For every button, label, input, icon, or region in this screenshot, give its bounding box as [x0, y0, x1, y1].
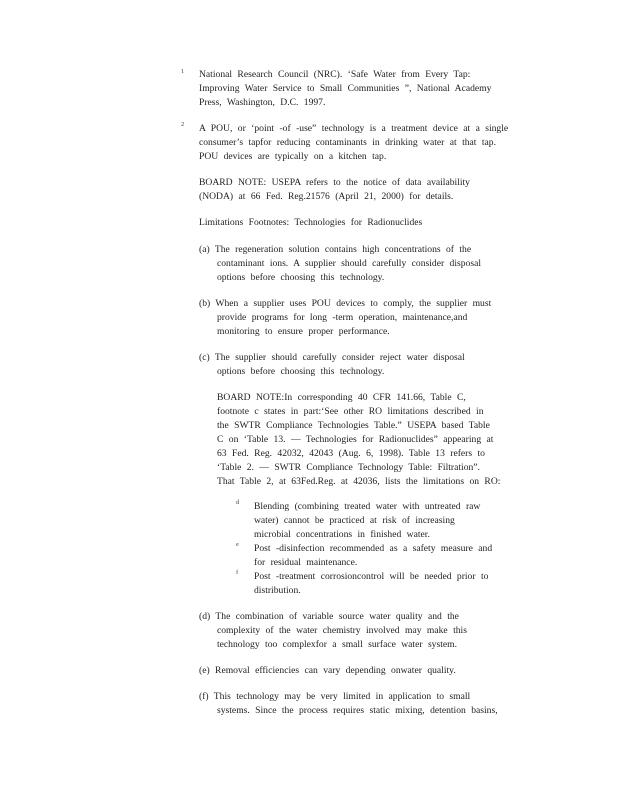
board-note-2-line: BOARD NOTE:In corresponding 40 CFR 141.66, Table C, [217, 392, 466, 403]
item-c-line: options before choosing this technology. [217, 366, 385, 377]
item-f-line: (f) This technology may be very limited in application to small [199, 691, 471, 702]
sub-note-f-line: Post -treatment corrosioncontrol will be needed prior to [254, 571, 489, 582]
item-b-line: monitoring to ensure proper performance. [217, 326, 390, 337]
footnote-1-line: National Research Council (NRC). ‘Safe Water from Every Tap: [199, 69, 471, 80]
sub-note-d-line: microbial concentrations in finished water. [254, 529, 430, 540]
sub-note-d-line: Blending (combining treated water with untreated raw [254, 501, 481, 512]
item-a-line: (a) The regeneration solution contains high concentrations of the [199, 244, 472, 255]
footnote-marker-2: 2 [181, 121, 185, 128]
item-c-line: (c) The supplier should carefully consider reject water disposal [199, 352, 465, 363]
item-e-line: (e) Removal efficiencies can vary depending onwater quality. [199, 665, 456, 676]
board-note-2-line: That Table 2, at 63Fed.Reg. at 42036, lists the limitations on RO: [217, 476, 501, 487]
board-note-2-line: C on ‘Table 13. — Technologies for Radionuclides” appearing at [217, 434, 494, 445]
footnote-2-line: A POU, or ‘point -of -use” technology is a treatment device at a single [199, 123, 509, 134]
item-d-line: technology too complexfor a small surface water system. [217, 639, 457, 650]
board-note-2-line: ‘Table 2. — SWTR Compliance Technology Table: Filtration”. [217, 462, 480, 473]
footnote-2-line: consumer’s tapfor reducing contaminants in drinking water at that tap. [199, 137, 496, 148]
board-note-line: BOARD NOTE: USEPA refers to the notice of data availability [199, 177, 470, 188]
footnote-2-line: POU devices are typically on a kitchen tap. [199, 151, 387, 162]
sub-note-d-line: water) cannot be practiced at risk of increasing [254, 515, 455, 526]
sub-note-e-line: for residual maintenance. [254, 557, 358, 568]
board-note-2-line: 63 Fed. Reg. 42032, 42043 (Aug. 6, 1998). Table 13 refers to [217, 448, 485, 459]
item-a-line: options before choosing this technology. [217, 272, 385, 283]
sub-note-f-line: distribution. [254, 585, 301, 596]
item-a-line: contaminant ions. A supplier should carefully consider disposal [217, 258, 482, 269]
board-note-2-line: footnote c states in part:‘See other RO limitations described in [217, 406, 484, 417]
footnote-1-line: Improving Water Service to Small Communities ”, National Academy [199, 83, 492, 94]
sub-note-marker-d: d [236, 499, 240, 506]
sub-note-marker-f: f [236, 569, 239, 576]
board-note-line: (NODA) at 66 Fed. Reg.21576 (April 21, 2000) for details. [199, 191, 454, 202]
limitations-heading: Limitations Footnotes: Technologies for Radionuclides [199, 217, 423, 228]
item-b-line: provide programs for long -term operation, maintenance,and [217, 312, 468, 323]
footnote-1-line: Press, Washington, D.C. 1997. [199, 97, 326, 108]
item-d-line: complexity of the water chemistry involved may make this [217, 625, 467, 636]
item-d-line: (d) The combination of variable source water quality and the [199, 611, 459, 622]
footnote-marker-1: 1 [181, 68, 185, 75]
sub-note-e-line: Post -disinfection recommended as a safety measure and [254, 543, 493, 554]
item-f-line: systems. Since the process requires static mixing, detention basins, [217, 705, 498, 716]
item-b-line: (b) When a supplier uses POU devices to comply, the supplier must [199, 298, 492, 309]
sub-note-marker-e: e [236, 541, 239, 548]
board-note-2-line: the SWTR Compliance Technologies Table.” USEPA based Table [217, 420, 490, 431]
